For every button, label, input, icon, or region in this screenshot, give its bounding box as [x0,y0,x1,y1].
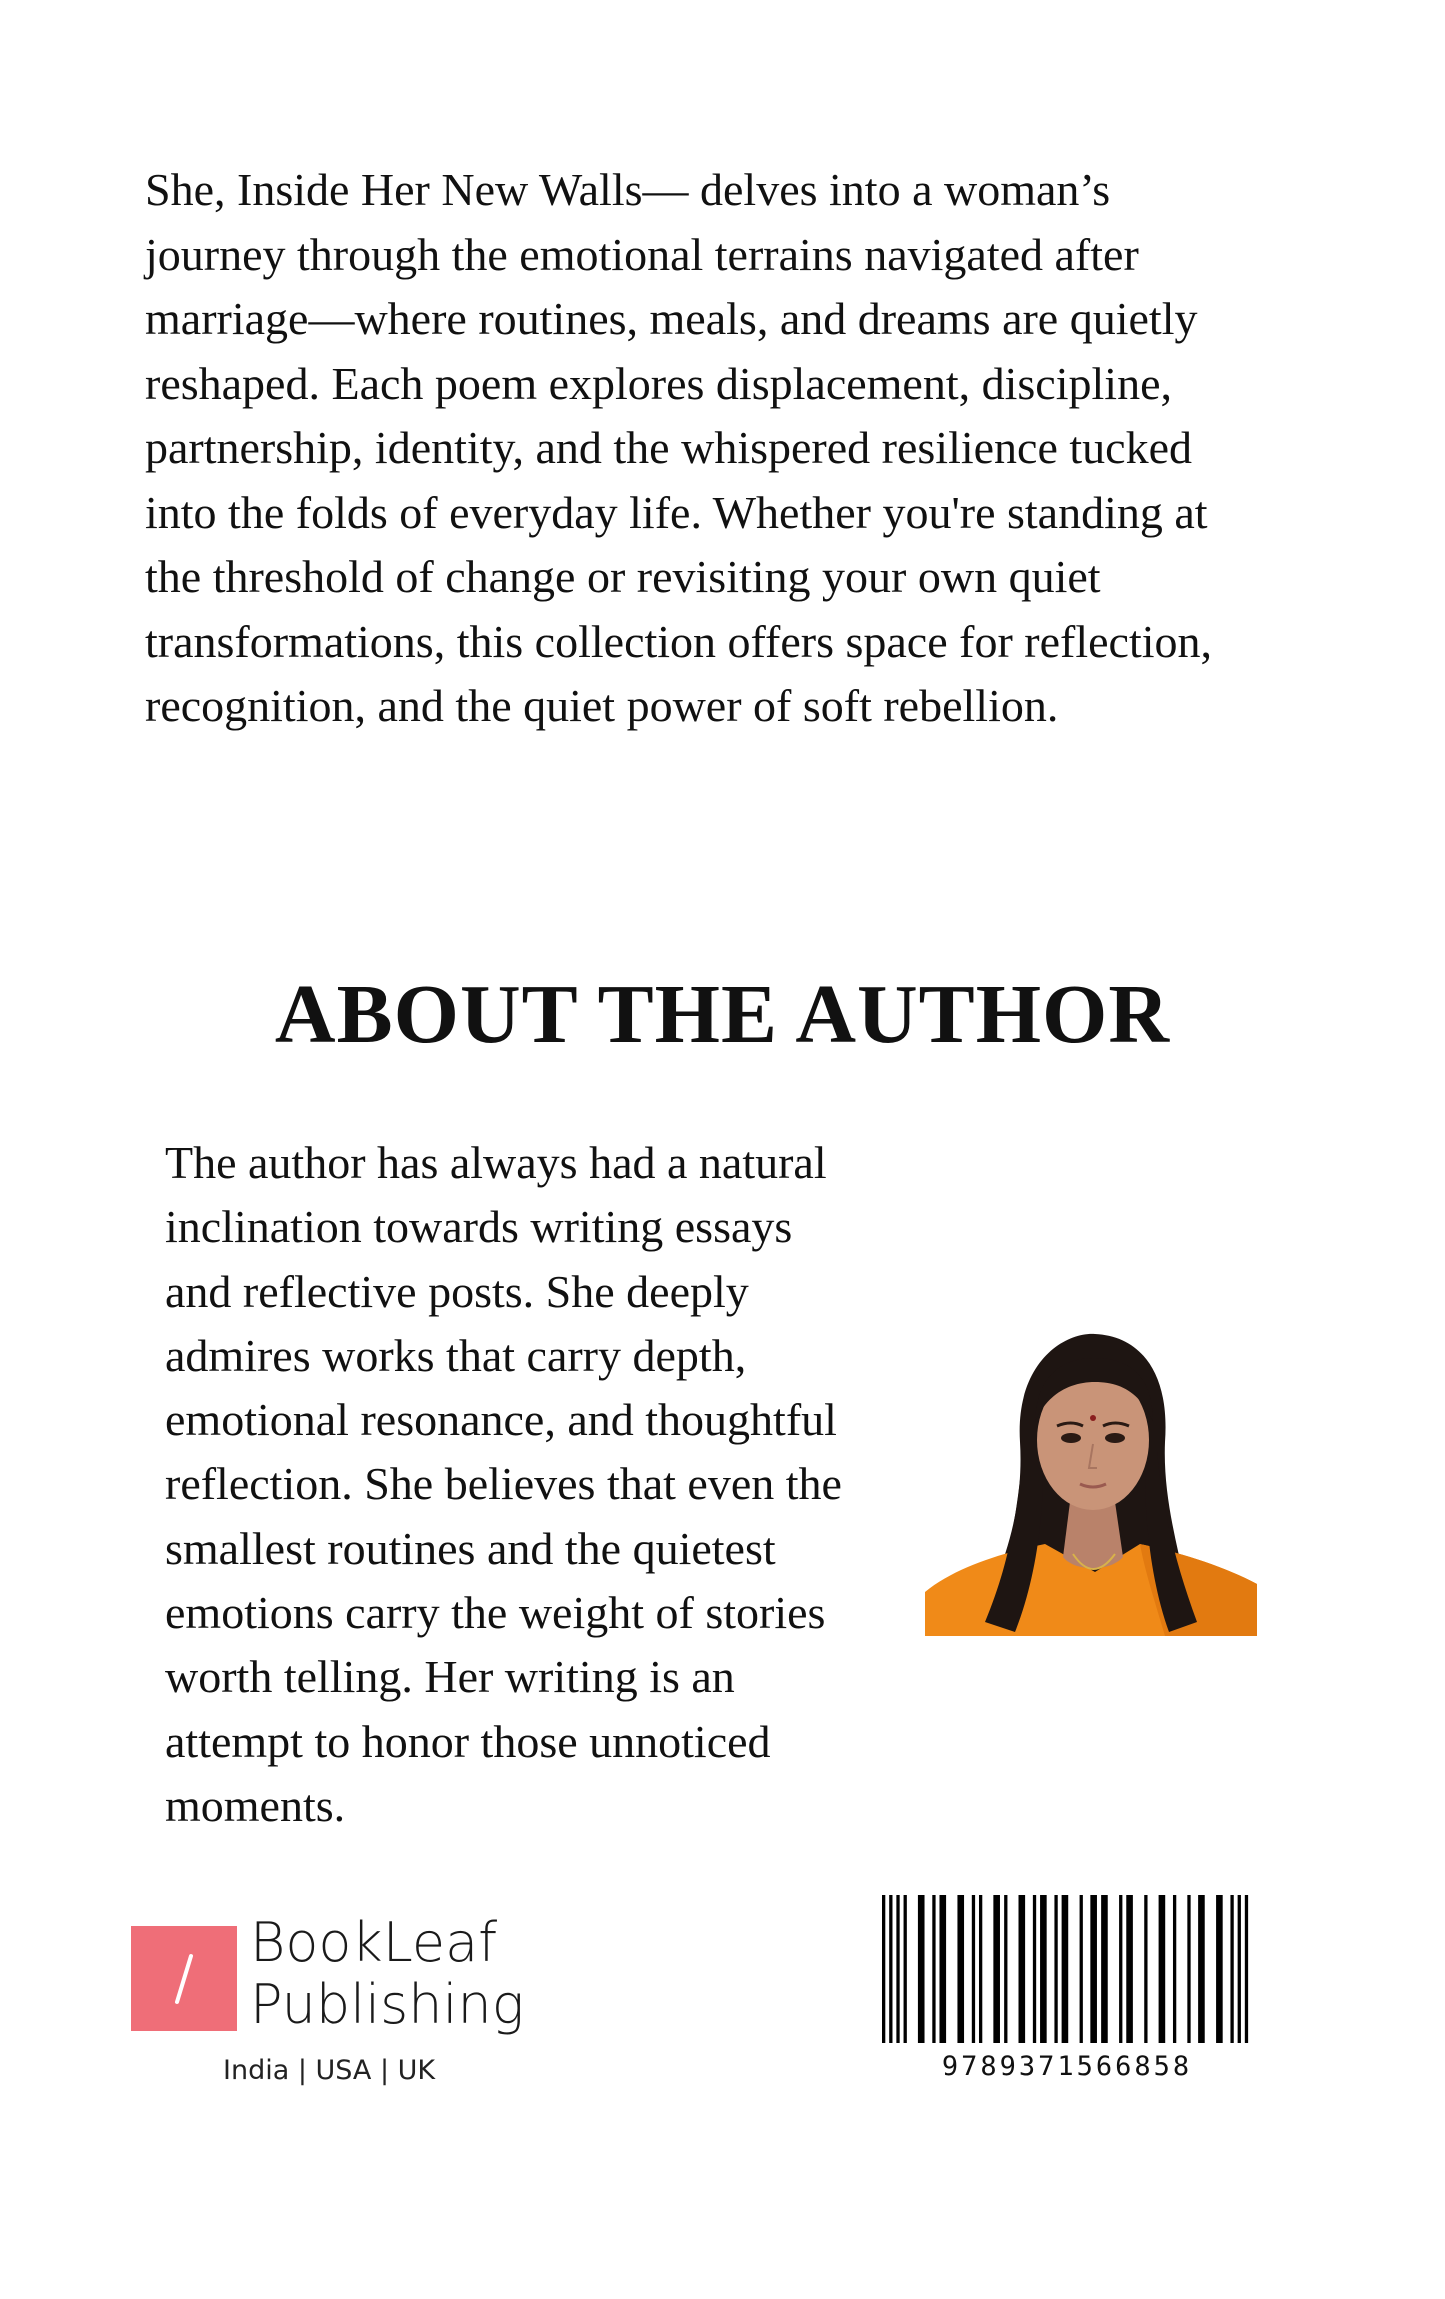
barcode-bar [896,1895,899,2043]
bio-line: emotional resonance, and thoughtful [165,1394,837,1446]
description-line: transformations, this collection offers space for reflection, [145,615,1213,667]
barcode-bar [1144,1895,1147,2043]
description-line: journey through the emotional terrains navigated after [145,228,1139,280]
bio-line: emotions carry the weight of stories [165,1587,826,1639]
bio-line: inclination towards writing essays [165,1201,793,1253]
description-line: She, Inside Her New Walls— delves into a woman’s [145,164,1111,215]
bio-line: attempt to honor those unnoticed [165,1715,771,1767]
barcode-bar [1080,1895,1083,2043]
description-line: the threshold of change or revisiting your own quiet [145,551,1101,602]
barcode-bar [1159,1895,1166,2043]
author-bio [165,1131,925,1838]
publisher-name [250,1912,524,2036]
bio-line: smallest routines and the quietest [165,1522,776,1574]
barcode-bar [1090,1895,1097,2043]
publisher-name-line2: Publishing [250,1973,525,2036]
isbn-number: 9789371566858 [941,2051,1193,2082]
book-description [145,158,1325,739]
barcode-bar [932,1895,935,2043]
barcode-bar [1230,1895,1233,2043]
barcode-bar [1033,1895,1036,2043]
barcode-bar [1101,1895,1108,2043]
bio-line: admires works that carry depth, [165,1329,747,1381]
barcode-bar [1187,1895,1190,2043]
barcode-bar [972,1895,975,2043]
barcode-bar [882,1895,885,2043]
description-line: marriage—where routines, meals, and dreams are quietly [145,293,1198,344]
barcode-bar [1216,1895,1223,2043]
barcode-bar [957,1895,964,2043]
isbn-barcode [882,1895,1252,2043]
bio-line: worth telling. Her writing is an [165,1651,735,1703]
author-portrait-illustration [925,1322,1257,1636]
barcode-bar [1245,1895,1248,2043]
barcode-bar [889,1895,892,2043]
description-line: into the folds of everyday life. Whether you're standing at [145,486,1208,538]
publisher-name-line1: BookLeaf [250,1911,498,1974]
author-photo [925,1322,1257,1636]
slash-icon [131,1926,237,2031]
barcode-bar [993,1895,1000,2043]
barcode-bar [904,1895,907,2043]
barcode-bar [1062,1895,1069,2043]
description-line: partnership, identity, and the whispered resilience tucked [145,422,1192,473]
barcode-bar [1126,1895,1133,2043]
barcode-bar [1238,1895,1241,2043]
description-line: reshaped. Each poem explores displacement, discipline, [145,357,1172,409]
barcode-bar [1173,1895,1176,2043]
about-author-heading: ABOUT THE AUTHOR [274,968,1171,1061]
barcode-bar [1119,1895,1122,2043]
barcode-bar [1019,1895,1026,2043]
bio-line: The author has always had a natural [165,1137,827,1188]
barcode-bar [1004,1895,1007,2043]
bio-line: reflection. She believes that even the [165,1458,842,1510]
barcode-bar [1040,1895,1047,2043]
bookleaf-logo-icon [131,1926,237,2031]
barcode-bar [979,1895,982,2043]
description-line: recognition, and the quiet power of soft rebellion. [145,680,1059,731]
barcode-bar [918,1895,925,2043]
barcode-bar [939,1895,946,2043]
publisher-countries: India | USA | UK [223,2055,436,2086]
barcode-bar [1054,1895,1057,2043]
bio-line: moments. [165,1779,346,1831]
bio-line: and reflective posts. She deeply [165,1265,749,1317]
barcode-bar [1198,1895,1205,2043]
